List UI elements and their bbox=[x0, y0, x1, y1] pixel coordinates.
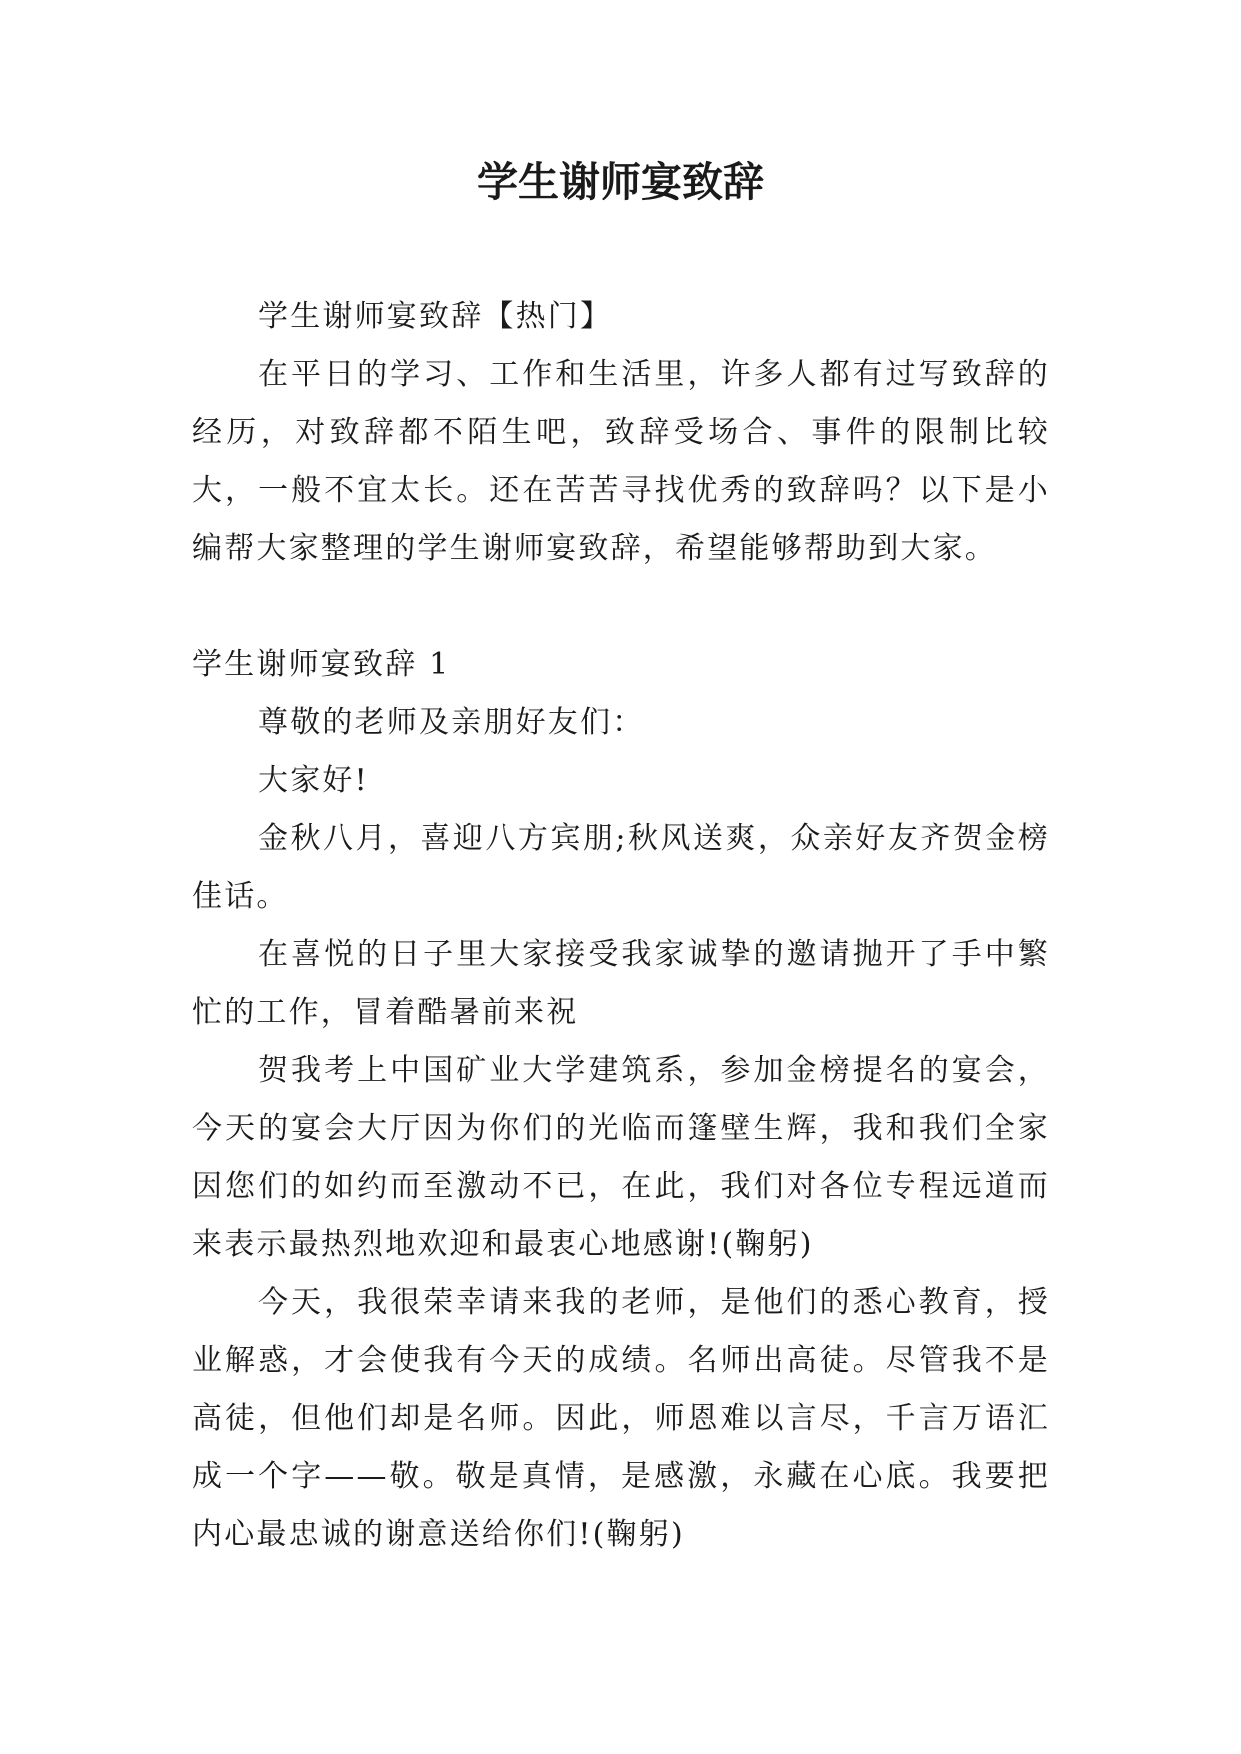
document-subtitle: 学生谢师宴致辞【热门】 bbox=[258, 299, 613, 334]
section-heading: 学生谢师宴致辞 1 bbox=[192, 647, 451, 682]
body-paragraph: 今天，我很荣幸请来我的老师，是他们的悉心教育，授业解惑，才会使我有今天的成绩。名师出高徒。尽管我不是高徒，但他们却是名师。因此，师恩难以言尽，千言万语汇成一个字——敬。敬是真情，是感激，永藏在心底。我要把内心最忠诚的谢意送给你们!(鞠躬) bbox=[192, 1285, 1050, 1552]
salutation: 尊敬的老师及亲朋好友们： bbox=[258, 705, 645, 740]
greeting: 大家好! bbox=[258, 763, 369, 798]
body-paragraph: 金秋八月，喜迎八方宾朋;秋风送爽，众亲好友齐贺金榜佳话。 bbox=[192, 821, 1050, 914]
document-title: 学生谢师宴致辞 bbox=[477, 158, 764, 206]
document-body bbox=[192, 288, 1050, 1564]
body-paragraph: 在喜悦的日子里大家接受我家诚挚的邀请抛开了手中繁忙的工作，冒着酷暑前来祝 bbox=[192, 937, 1050, 1030]
intro-paragraph: 在平日的学习、工作和生活里，许多人都有过写致辞的经历，对致辞都不陌生吧，致辞受场合、事件的限制比较大，一般不宜太长。还在苦苦寻找优秀的致辞吗？以下是小编帮大家整理的学生谢师宴致辞，希望能够帮助到大家。 bbox=[192, 357, 1050, 566]
section-spacer bbox=[192, 578, 1050, 636]
body-paragraph: 贺我考上中国矿业大学建筑系，参加金榜提名的宴会，今天的宴会大厅因为你们的光临而篷壁生辉，我和我们全家因您们的如约而至激动不已，在此，我们对各位专程远道而来表示最热烈地欢迎和最衷心地感谢!(鞠躬) bbox=[192, 1053, 1050, 1262]
